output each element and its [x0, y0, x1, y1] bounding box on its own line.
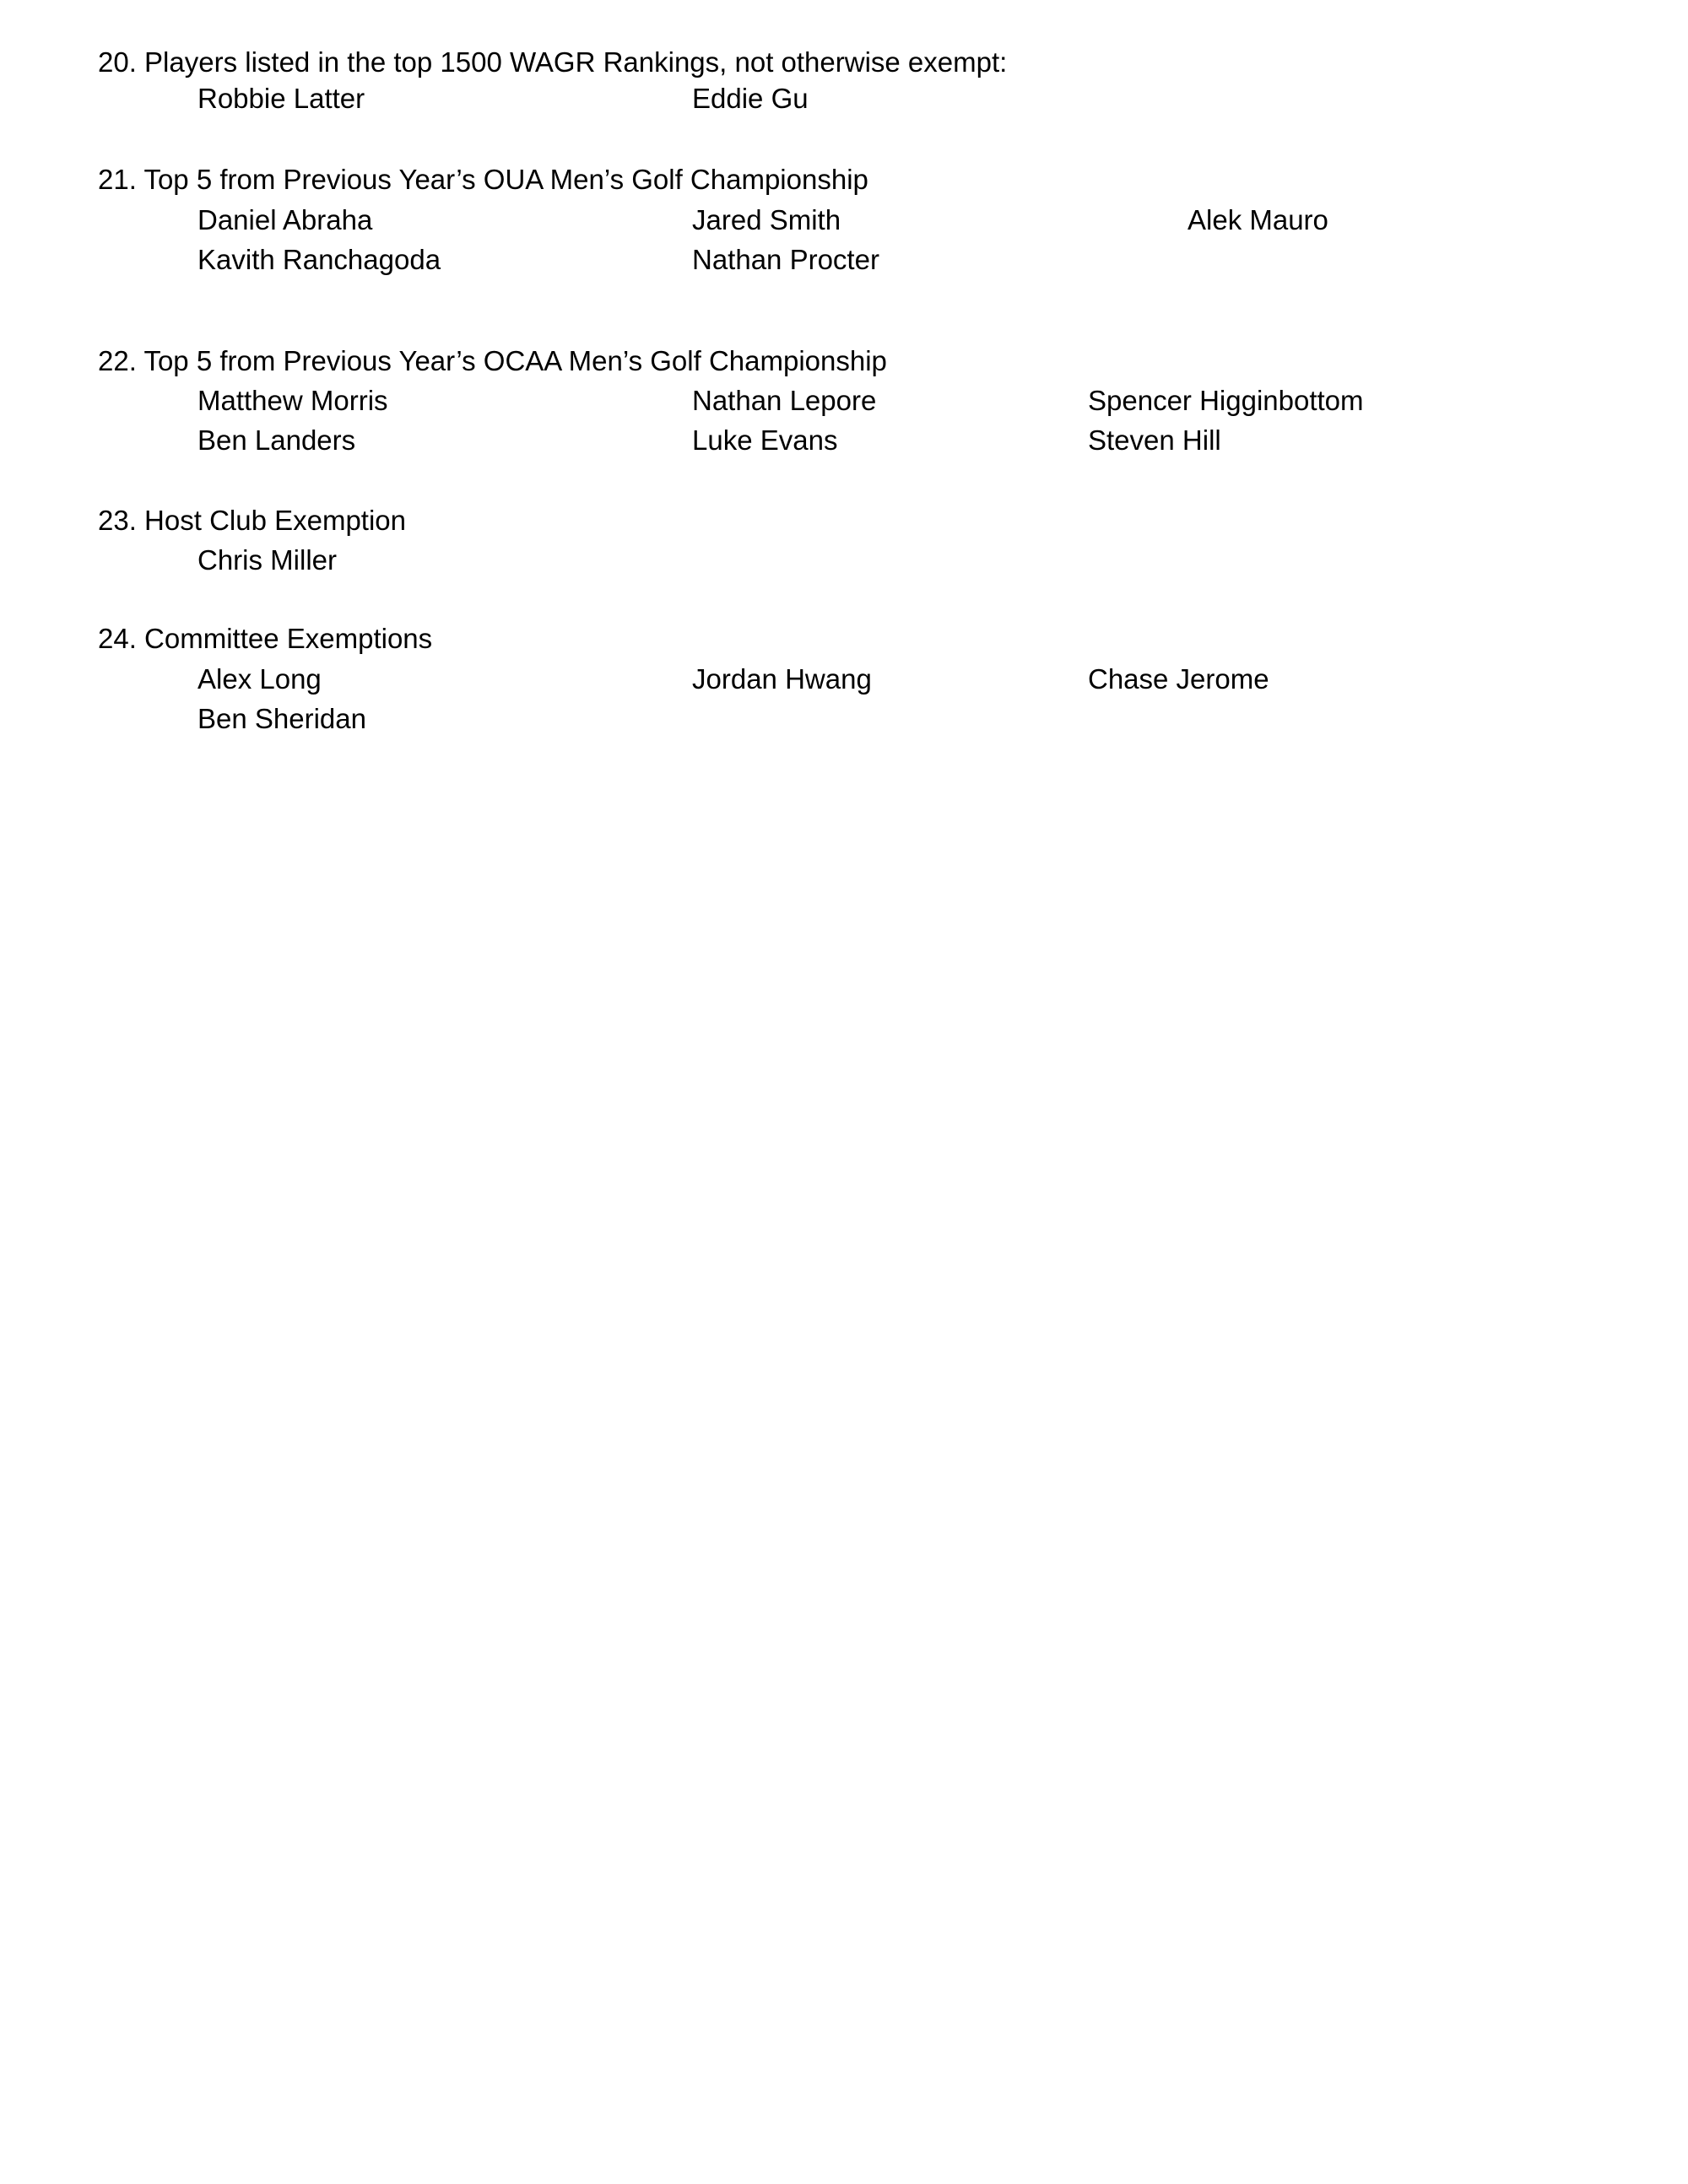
- player-name: Ben Sheridan: [197, 703, 366, 734]
- section-heading: 20. Players listed in the top 1500 WAGR Rankings, not otherwise exempt:: [98, 46, 1008, 78]
- player-name: Alek Mauro: [1188, 204, 1328, 235]
- player-name: Jared Smith: [692, 204, 841, 235]
- player-name: Nathan Lepore: [692, 385, 877, 416]
- player-name: Daniel Abraha: [197, 204, 373, 235]
- player-name: Eddie Gu: [692, 83, 809, 114]
- player-name: Chris Miller: [197, 544, 337, 576]
- player-name: Matthew Morris: [197, 385, 388, 416]
- section-heading: 23. Host Club Exemption: [98, 505, 407, 536]
- section-heading: 21. Top 5 from Previous Year’s OUA Men’s Golf Championship: [98, 164, 868, 195]
- section-heading: 22. Top 5 from Previous Year’s OCAA Men’s Golf Championship: [98, 345, 887, 376]
- player-name: Jordan Hwang: [692, 663, 872, 695]
- section-heading: 24. Committee Exemptions: [98, 623, 433, 654]
- player-name: Kavith Ranchagoda: [197, 244, 441, 275]
- player-name: Robbie Latter: [197, 83, 365, 114]
- player-name: Ben Landers: [197, 424, 356, 456]
- player-name: Steven Hill: [1088, 424, 1221, 456]
- player-name: Chase Jerome: [1088, 663, 1269, 695]
- player-name: Luke Evans: [692, 424, 838, 456]
- player-name: Spencer Higginbottom: [1088, 385, 1364, 416]
- player-name: Nathan Procter: [692, 244, 879, 275]
- player-name: Alex Long: [197, 663, 322, 695]
